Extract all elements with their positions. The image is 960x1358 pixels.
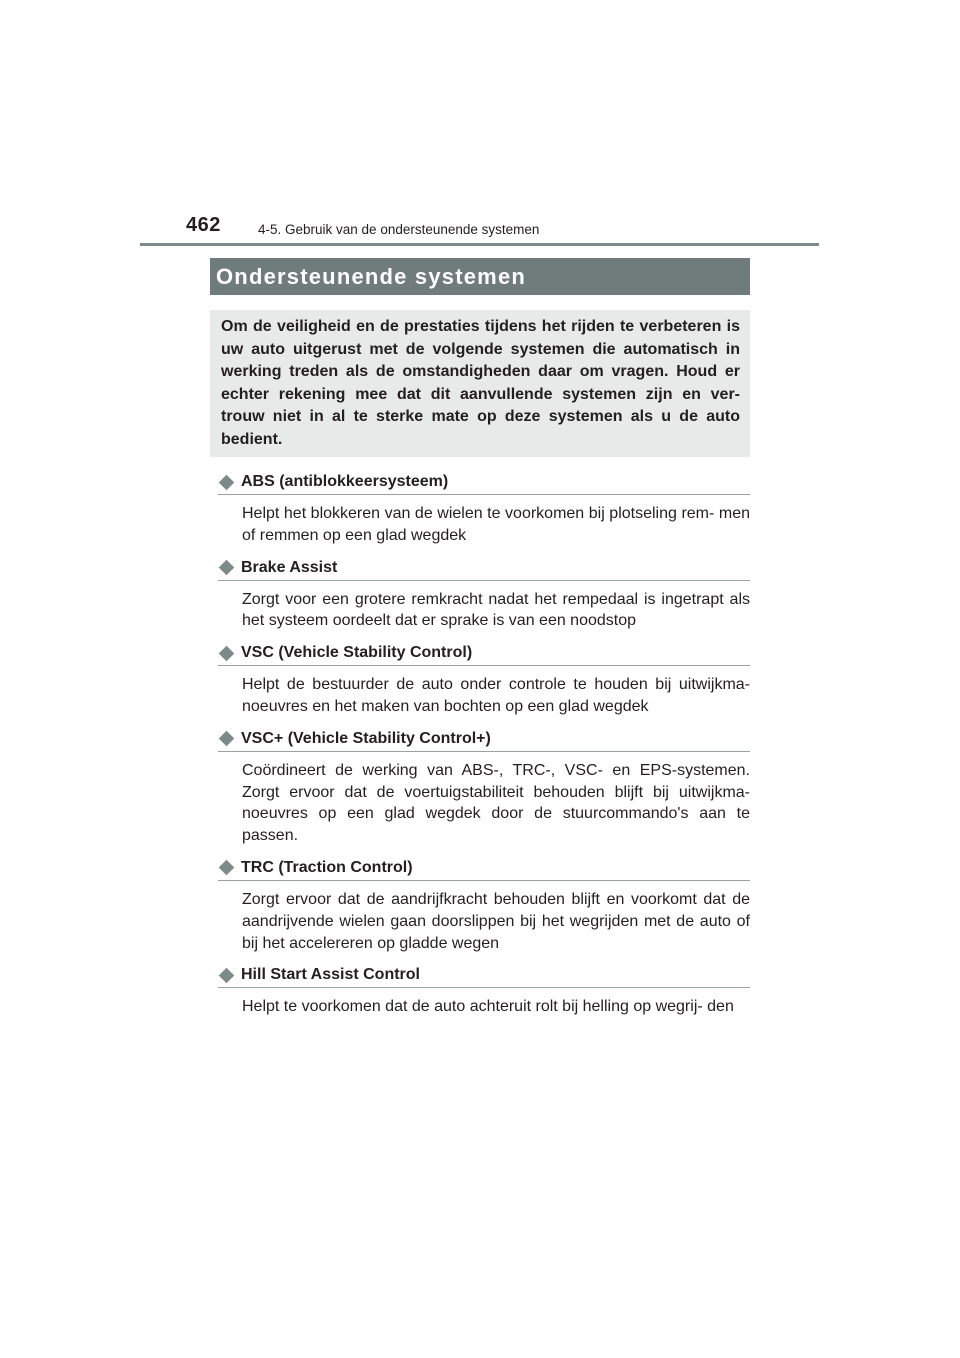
diamond-bullet-icon [219, 474, 235, 490]
banner-title: Ondersteunende systemen [216, 263, 527, 289]
diamond-bullet-icon [219, 560, 235, 576]
diamond-bullet-icon [219, 860, 235, 876]
item-description: Coördineert de werking van ABS-, TRC-, VSC- en EPS-systemen. Zorgt ervoor dat de voertuigstabiliteit behouden blijft bij uitwijkma- noeuvres op een glad wegdek door de stuurcommando's aan te passen. [242, 761, 750, 845]
section-title: 4-5. Gebruik van de ondersteunende systemen [258, 222, 540, 237]
system-list [218, 470, 750, 1018]
item-heading [218, 963, 750, 988]
item-description: Helpt het blokkeren van de wielen te voorkomen bij plotseling rem- men of remmen op een glad wegdek [242, 505, 750, 544]
list-item [218, 727, 750, 847]
diamond-bullet-icon [219, 645, 235, 661]
list-item [218, 470, 750, 547]
item-title: ABS (antiblokkeersysteem) [241, 473, 449, 490]
item-heading [218, 556, 750, 581]
item-title: VSC+ (Vehicle Stability Control+) [241, 729, 491, 747]
item-title: VSC (Vehicle Stability Control) [241, 644, 473, 662]
intro-text: Om de veiligheid en de prestaties tijdens het rijden te verbeteren is uw auto uitgerust met de volgende systemen die automatisch in werking treden als de omstandigheden daar om vragen. Houd er echter rekening mee dat dit aanvullende systemen zijn en ver- trouw niet in al te sterke mate op deze systemen als u de auto bedient. [221, 318, 740, 448]
item-description: Helpt te voorkomen dat de auto achteruit rolt bij helling op wegrij- den [242, 998, 734, 1016]
list-item [218, 556, 750, 633]
intro-box [210, 310, 750, 457]
list-item [218, 963, 750, 1018]
item-title: Hill Start Assist Control [241, 966, 420, 984]
item-title: TRC (Traction Control) [241, 858, 413, 876]
item-heading [218, 470, 750, 495]
title-banner [210, 258, 750, 295]
item-heading [218, 727, 750, 752]
item-description: Zorgt ervoor dat de aandrijfkracht behouden blijft en voorkomt dat de aandrijvende wielen gaan doorslippen bij het wegrijden met de auto of bij het accelereren op gladde wegen [242, 890, 750, 952]
item-description: Helpt de bestuurder de auto onder controle te houden bij uitwijkma- noeuvres en het maken van bochten op een glad wegdek [242, 676, 750, 715]
diamond-bullet-icon [219, 968, 235, 984]
header-rule [140, 243, 819, 246]
item-heading [218, 856, 750, 881]
item-heading [218, 641, 750, 666]
diamond-bullet-icon [219, 731, 235, 747]
page-number: 462 [186, 214, 221, 236]
list-item [218, 856, 750, 954]
item-description: Zorgt voor een grotere remkracht nadat het rempedaal is ingetrapt als het systeem oordeelt dat er sprake is van een noodstop [242, 590, 750, 630]
list-item [218, 641, 750, 718]
item-title: Brake Assist [241, 558, 338, 576]
